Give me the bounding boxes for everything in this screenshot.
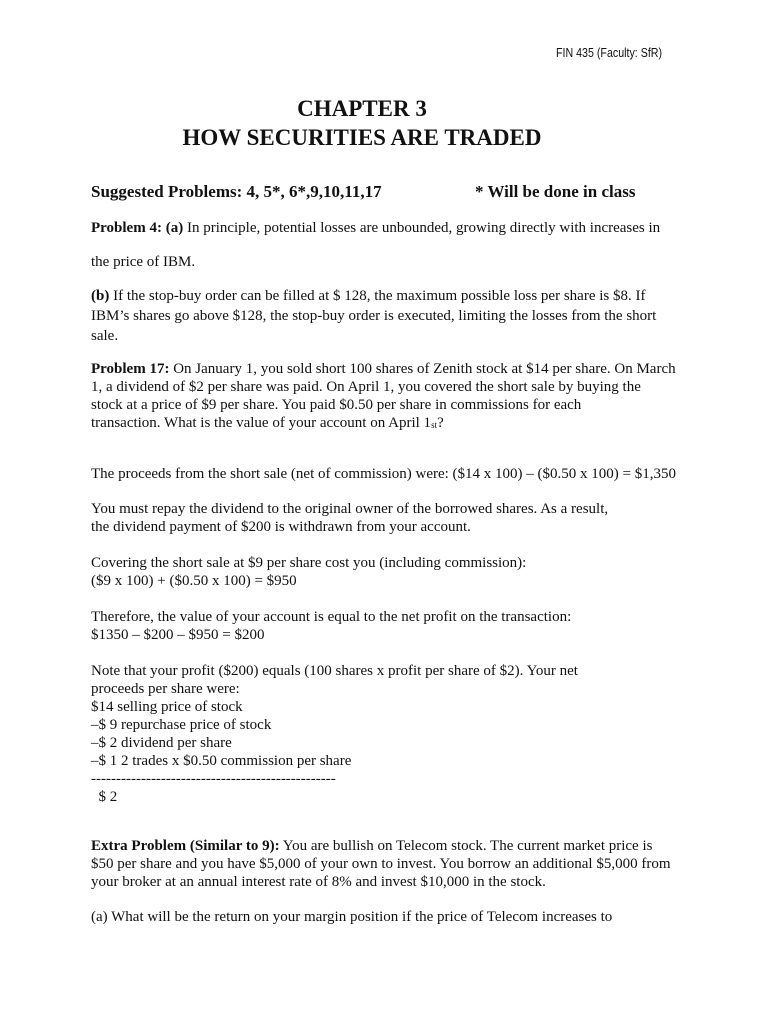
solution-note [91,662,691,806]
problem-4b-label: (b) [91,288,110,304]
problem-17-line-2: 1, a dividend of $2 per share was paid. On April 1, you covered the short sale by buying the [91,379,641,395]
problem-17-line-4: transaction. What is the value of your account on April 1 [91,415,432,431]
breakdown-item: –$ 1 2 trades x $0.50 commission per share [91,753,352,769]
problem-17-line-1: On January 1, you sold short 100 shares of Zenith stock at $14 per share. On March [169,361,676,377]
sum-divider: ------------------------------------------------- [91,771,336,787]
cover-line-1: Covering the short sale at $9 per share cost you (including commission): [91,555,527,571]
breakdown-item: –$ 2 dividend per share [91,735,232,751]
suggested-problems: Suggested Problems: 4, 5*, 6*,9,10,11,17 [91,182,382,201]
problem-17-label: Problem 17: [91,361,170,377]
cover-line-2: ($9 x 100) + ($0.50 x 100) = $950 [91,573,297,589]
extra-part-a [91,908,691,926]
problem-4a-cont [91,253,691,271]
breakdown-item: –$ 9 repurchase price of stock [91,717,272,733]
extra-problem [91,837,691,891]
breakdown-item: $14 selling price of stock [91,699,243,715]
problem-17-question-mark: ? [437,415,444,431]
solution-proceeds [91,465,691,483]
chapter-subtitle: HOW SECURITIES ARE TRADED [182,125,542,150]
note-line-2: proceeds per share were: [91,681,240,697]
value-line-2: $1350 – $200 – $950 = $200 [91,627,265,643]
value-line-1: Therefore, the value of your account is equal to the net profit on the transaction: [91,609,572,625]
dividend-line-2: the dividend payment of $200 is withdrawn from your account. [91,519,471,535]
extra-line-2: $50 per share and you have $5,000 of your own to invest. You borrow an additional $5,000 from [91,856,671,872]
chapter-title: CHAPTER 3 [297,96,427,121]
extra-part-a-text: (a) What will be the return on your margin position if the price of Telecom increases to [91,909,613,925]
problem-4a-label: Problem 4: (a) [91,220,184,236]
solution-value [91,608,691,644]
dividend-line-1: You must repay the dividend to the original owner of the borrowed shares. As a result, [91,501,609,517]
solution-dividend [91,500,691,536]
breakdown-total: $ 2 [91,789,118,805]
extra-line-3: your broker at an annual interest rate of 8% and invest $10,000 in the stock. [91,874,546,890]
problem-17 [91,360,691,433]
problem-4b [91,286,691,346]
problem-4a-text-1: In principle, potential losses are unbounded, growing directly with increases in [183,220,661,236]
extra-problem-label: Extra Problem (Similar to 9): [91,838,280,854]
problem-4a-text-2: the price of IBM. [91,254,196,270]
problem-4b-text-1: If the stop-buy order can be filled at $ 128, the maximum possible loss per share is $8. If [109,288,646,304]
note-line-1: Note that your profit ($200) equals (100 shares x profit per share of $2). Your net [91,663,578,679]
problem-4a [91,219,691,237]
solution-cover [91,554,691,590]
problem-4b-text-3: sale. [91,328,119,344]
problem-4b-text-2: IBM’s shares go above $128, the stop-buy order is executed, limiting the losses from the short [91,308,657,324]
course-header: FIN 435 (Faculty: SfR) [556,45,663,60]
extra-line-1: You are bullish on Telecom stock. The current market price is [279,838,653,854]
problem-17-line-3: stock at a price of $9 per share. You paid $0.50 per share in commissions for each [91,397,582,413]
proceeds-line: The proceeds from the short sale (net of commission) were: ($14 x 100) – ($0.50 x 100) = $1,350 [91,466,676,482]
done-in-class-note: * Will be done in class [475,182,636,201]
ordinal-suffix: st [431,420,438,430]
